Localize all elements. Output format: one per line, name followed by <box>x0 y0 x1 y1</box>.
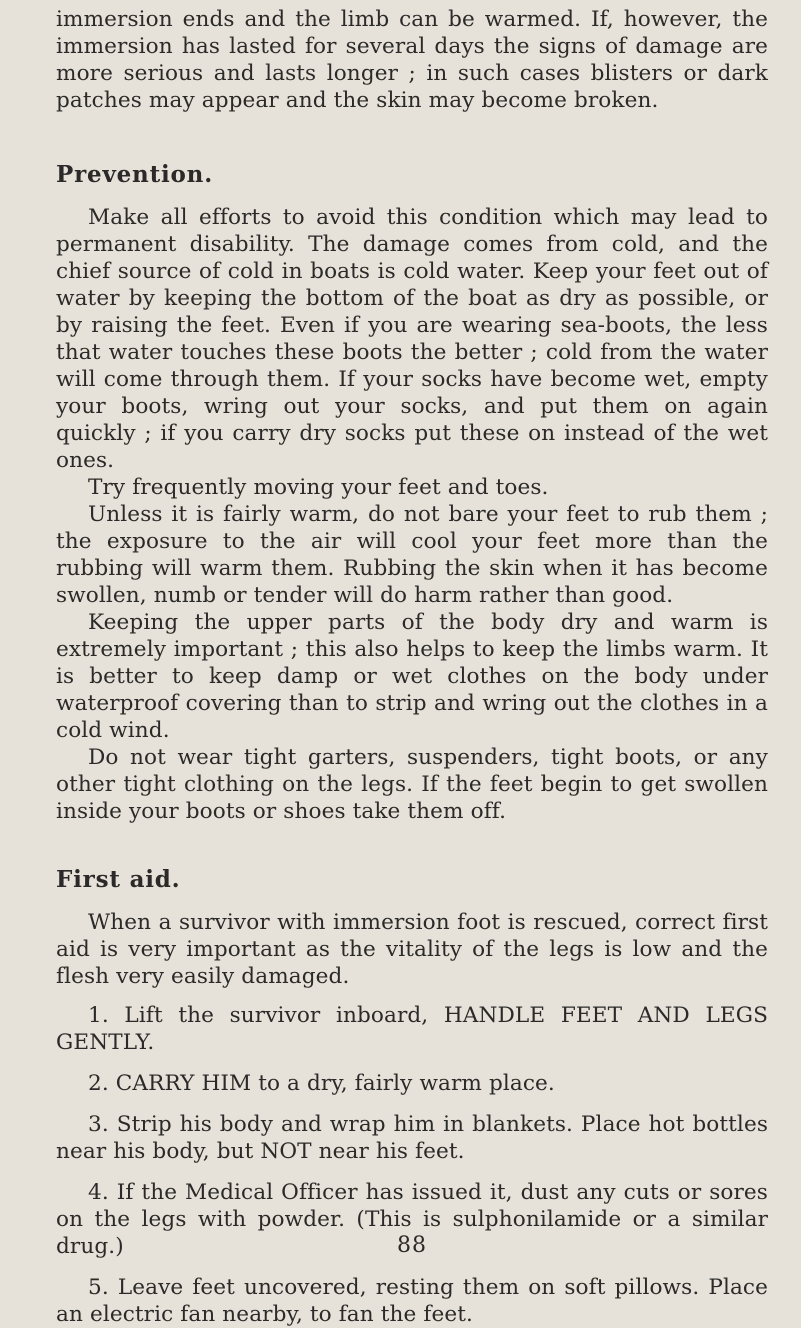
first-aid-intro-paragraph: When a survivor with immersion foot is rescued, correct first aid is very important as the vitality of the legs is low and the flesh very easily damaged. <box>56 910 768 989</box>
first-aid-step-1: 1. Lift the survivor inboard, HANDLE FEET AND LEGS GENTLY. <box>56 1003 768 1055</box>
prevention-paragraph-2: Try frequently moving your feet and toes. <box>88 475 549 500</box>
first-aid-step-4: 4. If the Medical Officer has issued it, dust any cuts or sores on the legs with powder. (This is sulphonilamide or a similar drug.) <box>56 1180 768 1259</box>
first-aid-steps <box>56 1002 768 1328</box>
first-aid-step-3: 3. Strip his body and wrap him in blankets. Place hot bottles near his body, but NOT near his feet. <box>56 1112 768 1164</box>
prevention-paragraph-5: Do not wear tight garters, suspenders, tight boots, or any other tight clothing on the legs. If the feet begin to get swollen inside your boots or shoes take them off. <box>56 745 768 824</box>
section-heading-first-aid: First aid. <box>56 866 181 893</box>
document-page <box>56 6 768 1327</box>
first-aid-step-2: 2. CARRY HIM to a dry, fairly warm place. <box>88 1071 555 1096</box>
prevention-paragraph-1: Make all efforts to avoid this condition which may lead to permanent disability. The damage comes from cold, and the chief source of cold in boats is cold water. Keep your feet out of water by keeping the bottom of the boat as dry as possible, or by raising the feet. Even if you are wearing sea-boots, the less that water touches these boots the better ; cold from the water will come through them. If your socks have become wet, empty your boots, wring out your socks, and put them on again quickly ; if you carry dry socks put these on instead of the wet ones. <box>56 205 768 473</box>
first-aid-step-5: 5. Leave feet uncovered, resting them on soft pillows. Place an electric fan nearby, to fan the feet. <box>56 1275 768 1327</box>
prevention-paragraph-4: Keeping the upper parts of the body dry and warm is extremely important ; this also helps to keep the limbs warm. It is better to keep damp or wet clothes on the body under waterproof covering than to strip and wring out the clothes in a cold wind. <box>56 610 768 743</box>
page-number: 88 <box>397 1233 427 1258</box>
prevention-paragraph-3: Unless it is fairly warm, do not bare your feet to rub them ; the exposure to the air will cool your feet more than the rubbing will warm them. Rubbing the skin when it has become swollen, numb or tender will do harm rather than good. <box>56 502 768 608</box>
section-heading-prevention: Prevention. <box>56 161 213 188</box>
intro-paragraph: immersion ends and the limb can be warmed. If, however, the immersion has lasted for several days the signs of damage are more serious and lasts longer ; in such cases blisters or dark patches may appear and the skin may become broken. <box>56 7 768 113</box>
